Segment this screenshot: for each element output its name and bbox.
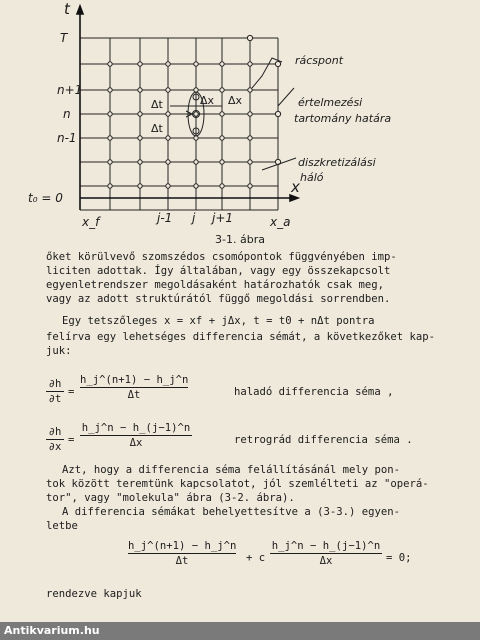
paragraph-line: Azt, hogy a differencia séma felállításánál mely pon- [62,464,401,476]
x-label-xa: x_a [270,215,291,229]
x-label-j-plus-1: j+1 [212,211,234,225]
paragraph-line: tok között teremtünk kapcsolatot, jól szemlélteti az "operá- [46,478,429,490]
x-label-j-minus-1: j-1 [157,211,173,225]
eq3-end: = 0; [386,552,412,564]
y-label-T: T [60,31,68,45]
label-mesh-2: háló [300,171,324,184]
eq1-rhs: h_j^(n+1) − h_j^n Δt [80,374,189,401]
x-label-xf: x_f [82,215,100,229]
delta-x-left: Δx [200,94,215,107]
eq2-label: retrográd differencia séma . [234,434,413,446]
equals-sign: = [68,386,75,398]
y-label-n: n [63,107,71,121]
watermark-text: Antikvarium.hu [4,624,100,637]
delta-t-lower: Δt [151,122,163,135]
eq1-label: haladó differencia séma , [234,386,394,398]
eq2-rhs: h_j^n − h_(j−1)^n Δx [81,422,191,449]
paragraph-line: őket körülvevő szomszédos csomópontok függvényében imp- [46,251,397,263]
eq3-term1: h_j^(n+1) − h_j^n Δt [128,540,237,567]
paragraph-line: liciten adottak. Így általában, vagy egy összekapcsolt [46,265,391,277]
paragraph-line: letbe [46,520,78,532]
y-label-n-plus-1: n+1 [57,83,83,97]
paragraph-line: A differencia sémákat behelyettesítve a (3-3.) egyen- [62,506,401,518]
paragraph-line: tor", vagy "molekula" ábra (3-2. ábra). [46,492,295,504]
label-domain-boundary-2: tartomány határa [294,112,392,125]
equals-sign: = [68,434,75,446]
label-domain-boundary-1: értelmezési [298,96,363,109]
paragraph-line: juk: [46,345,72,357]
paragraph-line: rendezve kapjuk [46,588,142,600]
eq3-term2: h_j^n − h_(j−1)^n Δx [271,540,381,567]
label-mesh-1: diszkretizálási [298,156,376,169]
label-grid-point: rácspont [295,54,344,67]
axis-t-label: t [64,0,70,18]
grid-figure [0,0,480,240]
paragraph-line: Egy tetszőleges x = xf + jΔx, t = t0 + nΔt pontra [62,315,375,327]
eq2-lhs: ∂h ∂x [46,426,64,453]
paragraph-line: vagy az adott struktúrától függő megoldási sorrendben. [46,293,391,305]
delta-t-upper: Δt [151,98,163,111]
grid-points [108,35,281,188]
figure-caption: 3-1. ábra [215,233,265,246]
paragraph-line: felírva egy lehetséges differencia sémát, a következőket kap- [46,331,436,343]
axis-x-label: x [291,178,300,196]
x-label-j: j [192,211,196,225]
y-label-t0: t₀ = 0 [28,191,63,205]
watermark-bar [0,622,480,640]
y-label-n-minus-1: n-1 [57,131,77,145]
eq3-plus-c: + c [246,552,266,564]
paragraph-line: egyenletrendszer megoldásaként határozhatók csak meg, [46,279,385,291]
delta-x-right: Δx [228,94,243,107]
eq1-lhs: ∂h ∂t [46,378,64,405]
